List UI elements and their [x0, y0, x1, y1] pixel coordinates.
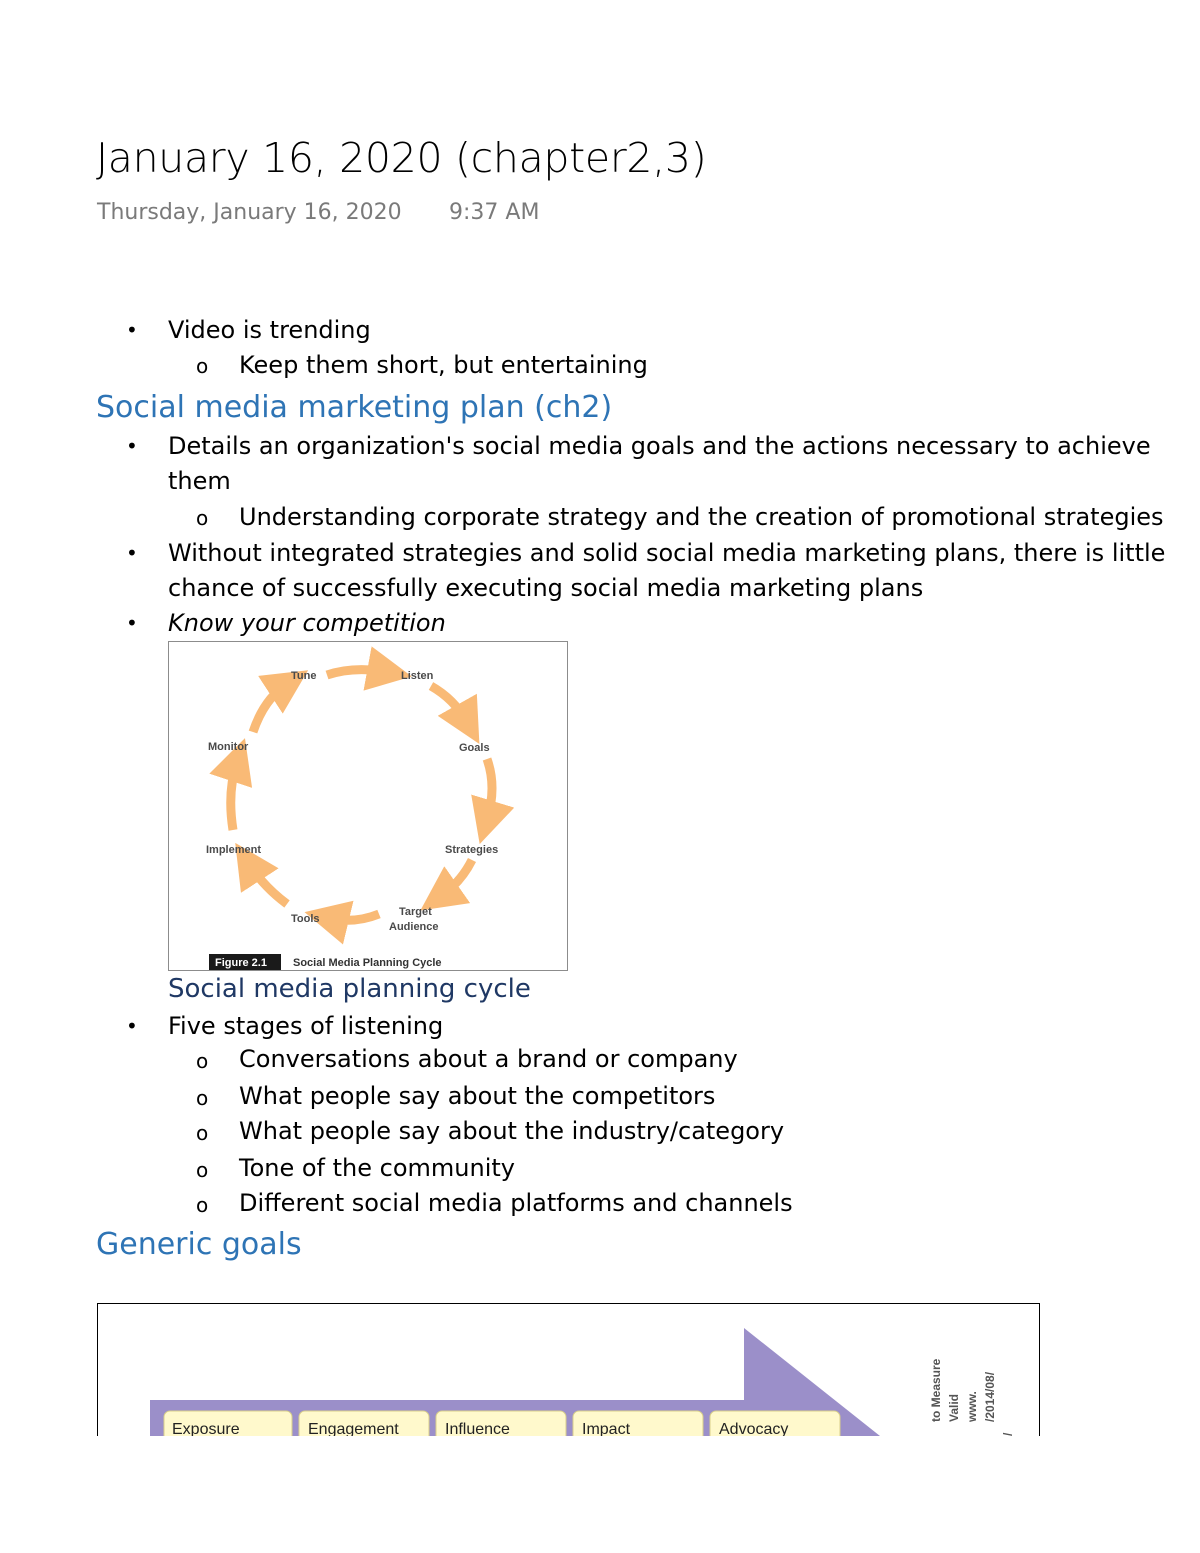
sub-bullet-marker: o — [196, 1193, 209, 1217]
arrow-monitor-tune — [253, 684, 287, 732]
stage-label-goals: Goals — [459, 742, 490, 754]
side-text: www. — [965, 1391, 979, 1422]
list-item-continuation: chance of successfully executing social media marketing plans — [168, 574, 924, 602]
arrow-strategies-target — [441, 860, 472, 896]
arrow-target-tools — [329, 914, 379, 920]
side-text: /2014/08/ — [983, 1371, 997, 1422]
sub-list-item: Different social media platforms and channels — [239, 1189, 793, 1217]
note-time: 9:37 AM — [449, 200, 540, 225]
stage-label-tools: Tools — [291, 913, 320, 925]
side-text: / — [1001, 1432, 1015, 1436]
stage-label-tune: Tune — [291, 670, 317, 682]
goal-box-label: Impact — [582, 1421, 631, 1436]
list-item: Video is trending — [168, 316, 371, 344]
stage-label-strategies: Strategies — [445, 844, 499, 856]
sub-bullet-marker: o — [196, 506, 209, 530]
stage-label-monitor: Monitor — [208, 741, 249, 753]
side-text: Valid — [947, 1393, 961, 1422]
sub-list-item: Understanding corporate strategy and the creation of promotional strategies — [239, 503, 1164, 531]
figure-label: Figure 2.1 — [215, 957, 267, 969]
arrow-implement-monitor — [231, 762, 237, 830]
sub-list-item: What people say about the industry/category — [239, 1117, 785, 1145]
goal-box-label: Advocacy — [719, 1421, 789, 1436]
stage-label-audience: Audience — [389, 921, 439, 933]
arrow-tune-listen — [327, 670, 387, 675]
sub-bullet-marker: o — [196, 1158, 209, 1182]
note-date: Thursday, January 16, 2020 — [97, 200, 402, 225]
list-item: Five stages of listening — [168, 1012, 444, 1040]
bullet-marker: • — [126, 611, 138, 635]
stage-label-listen: Listen — [401, 670, 434, 682]
goal-box-label: Exposure — [172, 1421, 240, 1436]
goal-box-label: Influence — [445, 1421, 510, 1436]
sub-list-item: What people say about the competitors — [239, 1082, 716, 1110]
bullet-marker: • — [126, 541, 138, 565]
arrow-listen-goals — [431, 686, 467, 722]
bullet-marker: • — [126, 318, 138, 342]
side-text: to Measure — [929, 1358, 943, 1422]
page-title: January 16, 2020 (chapter2,3) — [96, 134, 707, 182]
list-item-continuation: them — [168, 467, 231, 495]
sub-bullet-marker: o — [196, 1049, 209, 1073]
sub-bullet-marker: o — [196, 354, 209, 378]
arrow-tools-implement — [249, 864, 287, 904]
bullet-marker: • — [126, 434, 138, 458]
sub-list-item: Tone of the community — [239, 1154, 515, 1182]
section-heading: Social media marketing plan (ch2) — [96, 390, 613, 425]
figure-caption: Social media planning cycle — [168, 974, 531, 1004]
sub-list-item: Conversations about a brand or company — [239, 1045, 738, 1073]
sub-bullet-marker: o — [196, 1121, 209, 1145]
sub-bullet-marker: o — [196, 1086, 209, 1110]
section-heading: Generic goals — [96, 1227, 302, 1262]
figure-title: Social Media Planning Cycle — [293, 957, 442, 969]
goal-box-label: Engagement — [308, 1421, 399, 1436]
generic-goals-figure — [97, 1303, 1040, 1436]
planning-cycle-figure — [168, 641, 568, 971]
sub-list-item: Keep them short, but entertaining — [239, 351, 648, 379]
list-item: Details an organization's social media goals and the actions necessary to achieve — [168, 432, 1151, 460]
cycle-arrows — [231, 670, 492, 921]
list-item: Know your competition — [168, 609, 446, 637]
stage-label-target: Target — [399, 906, 432, 918]
list-item: Without integrated strategies and solid social media marketing plans, there is little — [168, 539, 1166, 567]
stage-label-implement: Implement — [206, 844, 262, 856]
arrow-goals-strategies — [487, 759, 492, 820]
bullet-marker: • — [126, 1014, 138, 1038]
